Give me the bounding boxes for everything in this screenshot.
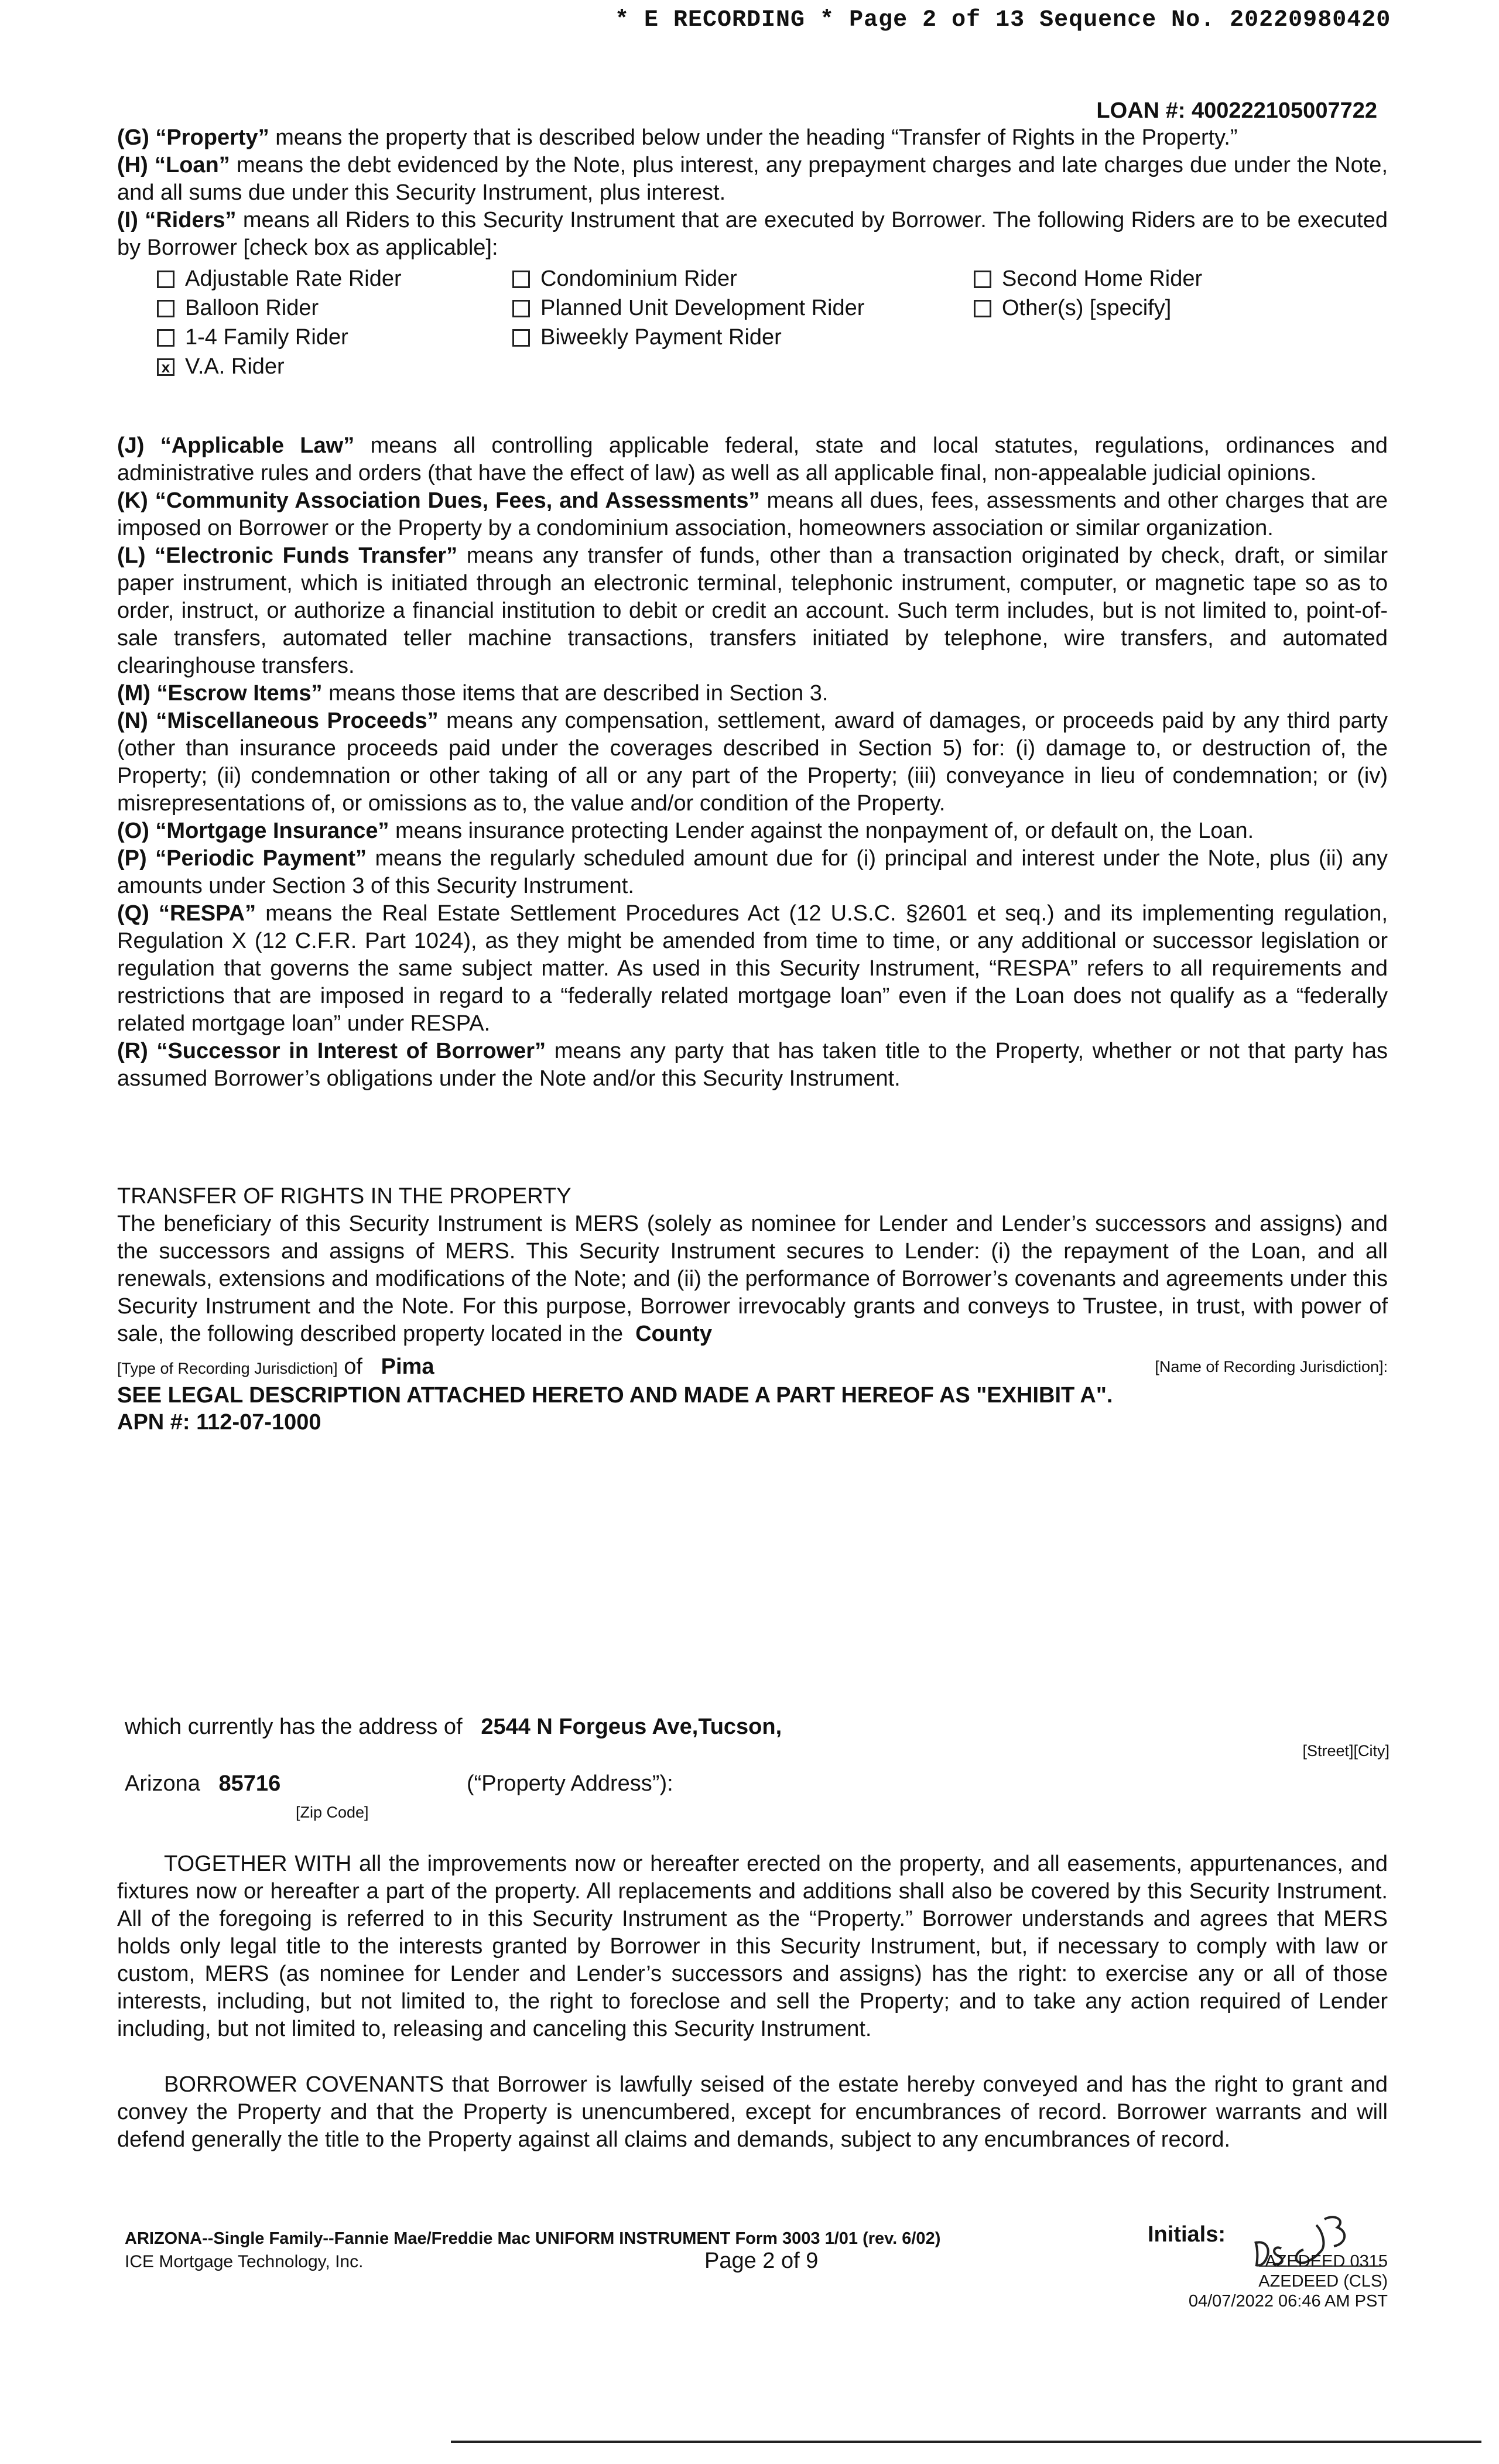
definition-o: (O) “Mortgage Insurance” means insurance protecting Lender against the nonpayment of, or default on, the Loan. <box>117 819 1254 843</box>
company-name: ICE Mortgage Technology, Inc. <box>125 2252 364 2271</box>
jurisdiction-name-label: [Name of Recording Jurisdiction]: <box>1155 1358 1388 1375</box>
checkbox[interactable] <box>974 300 991 317</box>
definition-h: (H) “Loan” means the debt evidenced by the Note, plus interest, any prepayment charges and late charges due under the Note, and all sums due under this Security Instrument, plus interest. <box>117 153 1388 205</box>
zip-code: 85716 <box>218 1771 281 1796</box>
rider-planned-unit-development[interactable]: Planned Unit Development Rider <box>512 296 864 321</box>
rider-others[interactable]: Other(s) [specify] <box>974 296 1171 321</box>
legal-description: SEE LEGAL DESCRIPTION ATTACHED HERETO AND MADE A PART HEREOF AS "EXHIBIT A". <box>117 1383 1113 1408</box>
jurisdiction-type-label: [Type of Recording Jurisdiction] <box>117 1360 338 1377</box>
rider-second-home[interactable]: Second Home Rider <box>974 266 1202 292</box>
property-address-label: (“Property Address”): <box>467 1771 673 1796</box>
checkbox[interactable] <box>157 300 174 317</box>
form-code-1: AZEDEED 0315 <box>1265 2252 1388 2271</box>
definition-r: (R) “Successor in Interest of Borrower” means any party that has taken title to the Property, whether or not that party has assumed Borrower’s obligations under the Note and/or this Security Instrument. <box>117 1039 1388 1091</box>
street-city: 2544 N Forgeus Ave,Tucson, <box>481 1714 782 1739</box>
checkbox[interactable] <box>512 271 530 288</box>
page-number: Page 2 of 9 <box>704 2249 819 2273</box>
recording-header: * E RECORDING * Page 2 of 13 Sequence No. 20220980420 <box>615 7 1391 33</box>
together-paragraph: TOGETHER WITH all the improvements now or hereafter erected on the property, and all easements, appurtenances, and fixtures now or hereafter a part of the property. All replacements and additions shall also be covered by this Security Instrument. All of the foregoing is referred to in this Security Instrument as the “Property.” Borrower understands and agrees that MERS holds only legal title to the interests granted by Borrower in this Security Instrument, but, if necessary to comply with law or custom, MERS (as nominee for Lender and Lender’s successors and assigns) has the right: to exercise any or all of those interests, including, but not limited to, the right to foreclose and sell the Property; and to take any action required of Lender including, but not limited to, releasing and canceling this Security Instrument. <box>117 1852 1388 2041</box>
address-intro: which currently has the address of <box>125 1714 463 1739</box>
riders-checklist <box>157 266 1387 384</box>
timestamp: 04/07/2022 06:46 AM PST <box>1188 2292 1388 2311</box>
checkbox[interactable] <box>974 271 991 288</box>
checkbox[interactable] <box>512 329 530 347</box>
definition-i: (I) “Riders” means all Riders to this Security Instrument that are executed by Borrower. The following Riders are to be executed by Borrower [check box as applicable]: <box>117 208 1388 260</box>
checkbox[interactable] <box>512 300 530 317</box>
transfer-heading: TRANSFER OF RIGHTS IN THE PROPERTY <box>117 1184 571 1209</box>
form-code-2: AZEDEED (CLS) <box>1258 2272 1388 2291</box>
rider-1-4-family[interactable]: 1-4 Family Rider <box>157 325 348 350</box>
definition-l: (L) “Electronic Funds Transfer” means any transfer of funds, other than a transaction originated by check, draft, or similar paper instrument, which is initiated through an electronic terminal, telephonic instrument, computer, or magnetic tape so as to order, instruct, or authorize a financial institution to debit or credit an account. Such term includes, but is not limited to, point-of-sale transfers, automated teller machine transactions, transfers initiated by telephone, wire transfers, and automated clearinghouse transfers. <box>117 543 1388 678</box>
zip-code-label: [Zip Code] <box>296 1803 369 1821</box>
rider-adjustable-rate[interactable]: Adjustable Rate Rider <box>157 266 402 292</box>
definition-m: (M) “Escrow Items” means those items that are described in Section 3. <box>117 681 829 706</box>
definitions-top <box>117 124 1388 262</box>
jurisdiction-name: Pima <box>381 1354 434 1379</box>
definition-p: (P) “Periodic Payment” means the regularly scheduled amount due for (i) principal and interest under the Note, plus (ii) any amounts under Section 3 of this Security Instrument. <box>117 846 1388 898</box>
jurisdiction-line <box>117 1354 1388 1384</box>
transfer-section <box>117 1183 1388 1348</box>
initials-label: Initials: <box>1148 2222 1226 2247</box>
of-word: of <box>344 1354 362 1379</box>
definition-k: (K) “Community Association Dues, Fees, and Assessments” means all dues, fees, assessments and other charges that are imposed on Borrower or the Property by a condominium association, homeowners association or similar organization. <box>117 488 1388 540</box>
definition-g: (G) “Property” means the property that is described below under the heading “Transfer of Rights in the Property.” <box>117 125 1238 150</box>
definition-n: (N) “Miscellaneous Proceeds” means any compensation, settlement, award of damages, or proceeds paid by any third party (other than insurance proceeds paid under the coverages described in Section 5) for: (i) damage to, or destruction of, the Property; (ii) condemnation or other taking of all or any part of the Property; (iii) conveyance in lieu of condemnation; or (iv) misrepresentations of, or omissions as to, the value and/or condition of the Property. <box>117 709 1388 816</box>
checkbox-checked[interactable]: x <box>157 358 174 376</box>
rider-va[interactable]: x V.A. Rider <box>157 354 285 379</box>
jurisdiction-type: County <box>635 1322 712 1346</box>
definition-q: (Q) “RESPA” means the Real Estate Settlement Procedures Act (12 U.S.C. §2601 et seq.) and its implementing regulation, Regulation X (12 C.F.R. Part 1024), as they might be amended from time to time, or any additional or successor legislation or regulation that governs the same subject matter. As used in this Security Instrument, “RESPA” refers to all requirements and restrictions that are imposed in regard to a “federally related mortgage loan” even if the Loan does not qualify as a “federally related mortgage loan” under RESPA. <box>117 901 1388 1036</box>
address-line <box>125 1714 782 1740</box>
borrower-paragraph: BORROWER COVENANTS that Borrower is lawfully seised of the estate hereby conveyed and has the right to grant and convey the Property and that the Property is unencumbered, except for encumbrances of record. Borrower warrants and will defend generally the title to the Property against all claims and demands, subject to any encumbrances of record. <box>117 2072 1388 2152</box>
rider-biweekly-payment[interactable]: Biweekly Payment Rider <box>512 325 782 350</box>
rider-balloon[interactable]: Balloon Rider <box>157 296 319 321</box>
form-line: ARIZONA--Single Family--Fannie Mae/Freddie Mac UNIFORM INSTRUMENT Form 3003 1/01 (rev. 6/02) <box>125 2229 941 2248</box>
apn-number: APN #: 112-07-1000 <box>117 1410 321 1435</box>
transfer-paragraph: The beneficiary of this Security Instrument is MERS (solely as nominee for Lender and Lender’s successors and assigns) and the successors and assigns of MERS. This Security Instrument secures to Lender: (i) the repayment of the Loan, and all renewals, extensions and modifications of the Note; and (ii) the performance of Borrower’s covenants and agreements under this Security Instrument and the Note. For this purpose, Borrower irrevocably grants and conveys to Trustee, in trust, with power of sale, the following described property located in the County <box>117 1212 1388 1346</box>
checkbox[interactable] <box>157 329 174 347</box>
state: Arizona <box>125 1771 200 1796</box>
street-city-label: [Street][City] <box>1302 1742 1390 1760</box>
checkbox[interactable] <box>157 271 174 288</box>
bottom-rule <box>451 2441 1481 2443</box>
loan-number: LOAN #: 400222105007722 <box>1096 98 1377 123</box>
definition-j: (J) “Applicable Law” means all controlling applicable federal, state and local statutes, regulations, ordinances and administrative rules and orders (that have the effect of law) as well as all applicable final, non-appealable judicial opinions. <box>117 433 1388 485</box>
state-zip-line <box>125 1771 280 1796</box>
definitions-bottom <box>117 432 1388 1093</box>
rider-condominium[interactable]: Condominium Rider <box>512 266 737 292</box>
